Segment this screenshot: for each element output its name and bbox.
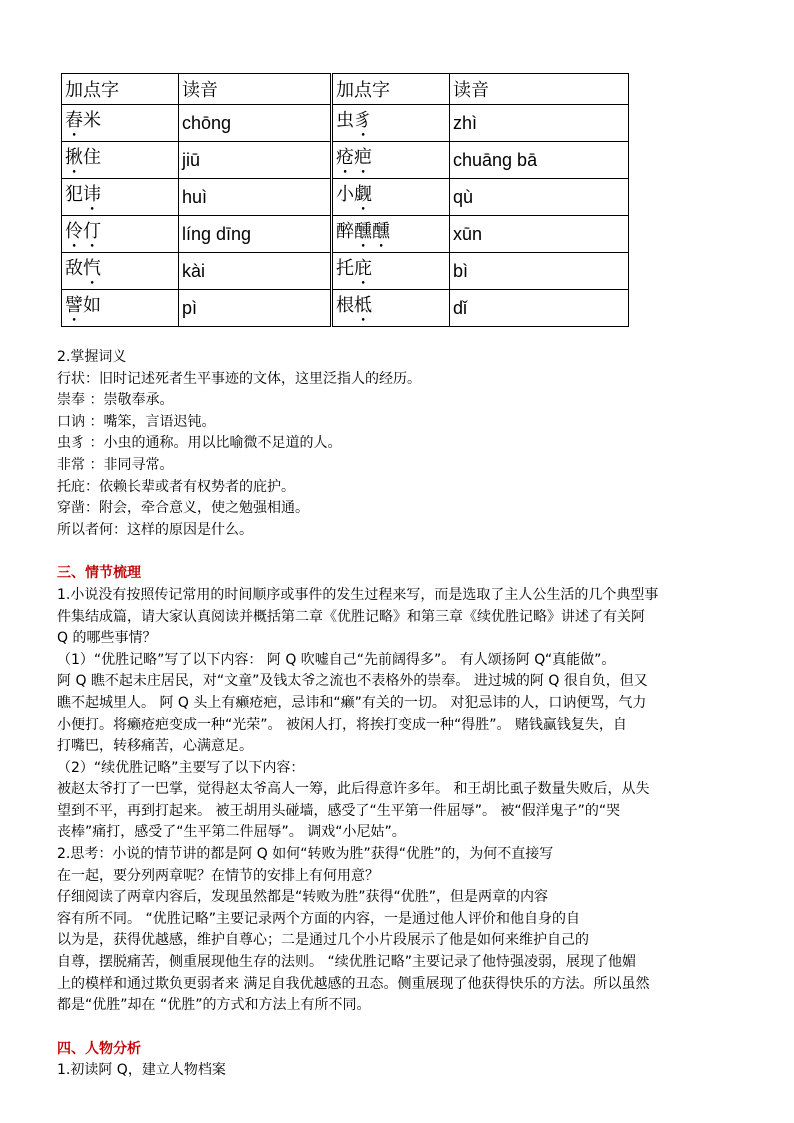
plot-line: 件集结成篇，请大家认真阅读并概括第二章《优胜记略》和第三章《续优胜记略》讲述了有关阿 xyxy=(57,608,645,625)
table-row xyxy=(62,142,629,179)
dotted-char: 忾 xyxy=(83,257,101,279)
plot-line: Q 的哪些事情？ xyxy=(57,630,157,647)
character-heading: 四、人物分析 xyxy=(57,1040,141,1057)
plot-line: 在一起，要分列两章呢？在情节的安排上有何用意？ xyxy=(57,867,379,884)
word-text: 托 xyxy=(336,257,354,279)
word-text: 虫 xyxy=(336,109,354,131)
dotted-char: 疮疤 xyxy=(336,146,372,168)
word-text: 敌 xyxy=(65,257,83,279)
pinyin-cell: pì xyxy=(179,290,332,327)
plot-line: 1.小说没有按照传记常用的时间顺序或事件的发生过程来写，而是选取了主人公生活的几个典型事 xyxy=(57,586,659,603)
pinyin-cell: dǐ xyxy=(450,290,629,327)
pinyin-cell: qù xyxy=(450,179,629,216)
header-char-2: 加点字 xyxy=(332,74,450,105)
dotted-char: 醺醺 xyxy=(354,220,390,242)
vocab-item: 非常 ：非同寻常。 xyxy=(57,456,174,473)
pinyin-cell: líng dīng xyxy=(179,216,332,253)
vocab-title: 2.掌握词义 xyxy=(57,349,127,365)
content xyxy=(57,347,747,1082)
plot-line: 自尊，摆脱痛苦，侧重展现他生存的法则。 “续优胜记略”主要记录了他恃强凌弱，展现了他媚 xyxy=(57,954,636,971)
word-cell xyxy=(332,290,450,327)
table-row xyxy=(62,290,629,327)
character-line: 1.初读阿 Q，建立人物档案 xyxy=(57,1062,226,1079)
pinyin-cell: chōng xyxy=(179,105,332,142)
vocab-item: 口讷 ：嘴笨，言语迟钝。 xyxy=(57,413,216,430)
word-cell xyxy=(332,142,450,179)
plot-line: 容有所不同。 “优胜记略”主要记录两个方面的内容，一是通过他人评价和他自身的自 xyxy=(57,910,580,927)
pinyin-cell: huì xyxy=(179,179,332,216)
dotted-char: 譬 xyxy=(65,294,83,316)
word-cell xyxy=(62,179,179,216)
pronunciation-table-wrap xyxy=(61,73,629,327)
header-pron-1: 读音 xyxy=(179,74,332,105)
word-text: 犯 xyxy=(65,183,83,205)
word-cell xyxy=(62,216,179,253)
word-text: 根 xyxy=(336,294,354,316)
dotted-char: 讳 xyxy=(83,183,101,205)
dotted-char: 揪 xyxy=(65,146,83,168)
header-char-1: 加点字 xyxy=(62,74,179,105)
plot-line: 都是“优胜”却在 “优胜”的方式和方法上有所不同。 xyxy=(57,997,371,1014)
plot-text xyxy=(57,585,747,1017)
word-text: 小 xyxy=(336,183,354,205)
word-cell xyxy=(332,216,450,253)
vocab-item: 穿凿：附会，牵合意义，使之勉强相通。 xyxy=(57,500,309,517)
word-cell xyxy=(332,179,450,216)
word-text: 住 xyxy=(83,146,101,168)
table-row xyxy=(62,179,629,216)
plot-line: 阿 Q 瞧不起未庄居民，对“文童”及钱太爷之流也不表格外的崇奉。 进过城的阿 Q 很自负，但又 xyxy=(57,673,648,690)
plot-line: 小便打。将癞疮疤变成一种“光荣”。 被闲人打，将挨打变成一种“得胜”。 赌钱赢钱复失，自 xyxy=(57,716,627,733)
plot-line: 望到不平，再到打起来。 被王胡用头碰墙，感受了“生平第一件屈辱”。 被“假洋鬼子”的“哭 xyxy=(57,802,621,819)
plot-line: 打嘴巴，转移痛苦，心满意足。 xyxy=(57,738,253,755)
pinyin-cell: bì xyxy=(450,253,629,290)
plot-line: 以为是，获得优越感，维护自尊心；二是通过几个小片段展示了他是如何来维护自己的 xyxy=(57,932,589,949)
table-row xyxy=(62,105,629,142)
vocab-item: 虫豸 ：小虫的通称。用以比喻微不足道的人。 xyxy=(57,435,342,452)
header-pron-2: 读音 xyxy=(450,74,629,105)
vocab-item: 托庇：依赖长辈或者有权势者的庇护。 xyxy=(57,478,295,495)
plot-line: （2）“续优胜记略”主要写了以下内容： xyxy=(57,759,305,776)
pinyin-cell: zhì xyxy=(450,105,629,142)
dotted-char: 舂 xyxy=(65,109,83,131)
plot-line: 瞧不起城里人。 阿 Q 头上有癞疮疤，忌讳和“癞”有关的一切。 对犯忌讳的人，口讷便骂，气力 xyxy=(57,694,647,711)
pronunciation-table xyxy=(61,73,629,327)
dotted-char: 觑 xyxy=(354,183,372,205)
table-row xyxy=(62,253,629,290)
dotted-char: 柢 xyxy=(354,294,372,316)
pinyin-cell: kài xyxy=(179,253,332,290)
dotted-char: 伶仃 xyxy=(65,220,101,242)
plot-line: （1）“优胜记略”写了以下内容： 阿 Q 吹嘘自己“先前阔得多”。 有人颂扬阿 Q“真能做”。 xyxy=(57,651,616,668)
pinyin-cell: chuāng bā xyxy=(450,142,629,179)
plot-line: 被赵太爷打了一巴掌，觉得赵太爷高人一筹，此后得意许多年。 和王胡比虱子数量失败后，从失 xyxy=(57,781,650,798)
word-text: 如 xyxy=(83,294,101,316)
table-row xyxy=(62,216,629,253)
word-cell xyxy=(62,290,179,327)
word-cell xyxy=(62,105,179,142)
plot-line: 仔细阅读了两章内容后，发现虽然都是“转败为胜”获得“优胜”，但是两章的内容 xyxy=(57,889,549,906)
table-header-row xyxy=(62,74,629,105)
word-text: 醉 xyxy=(336,220,354,242)
word-cell xyxy=(62,253,179,290)
vocab-item: 行状：旧时记述死者生平事迹的文体，这里泛指人的经历。 xyxy=(57,370,421,387)
plot-line: 2.思考：小说的情节讲的都是阿 Q 如何“转败为胜”获得“优胜”的，为何不直接写 xyxy=(57,846,554,863)
plot-heading: 三、情节梳理 xyxy=(57,565,141,582)
pinyin-cell: xūn xyxy=(450,216,629,253)
vocab-item: 崇奉 ：崇敬奉承。 xyxy=(57,392,174,409)
word-cell xyxy=(332,105,450,142)
plot-line: 上的模样和通过欺负更弱者来 满足自我优越感的丑态。侧重展现了他获得快乐的方法。所以虽然 xyxy=(57,975,650,992)
word-cell xyxy=(62,142,179,179)
dotted-char: 庇 xyxy=(354,257,372,279)
word-cell xyxy=(332,253,450,290)
vocab-item: 所以者何：这样的原因是什么。 xyxy=(57,521,253,538)
word-text: 米 xyxy=(83,109,101,131)
vocab-list xyxy=(57,369,747,542)
plot-line: 丧棒”痛打，感受了“生平第二件屈辱”。 调戏“小尼姑”。 xyxy=(57,824,406,841)
pinyin-cell: jiū xyxy=(179,142,332,179)
dotted-char: 豸 xyxy=(354,109,372,131)
